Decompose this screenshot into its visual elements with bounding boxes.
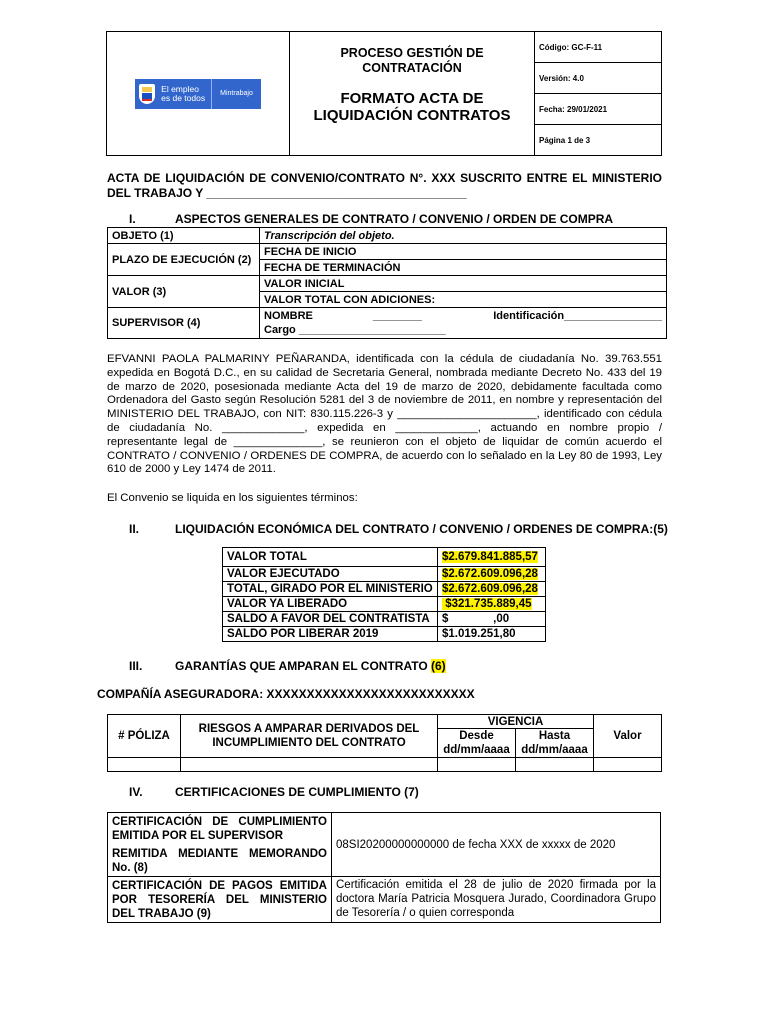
liquidation-amount: $ ,00 bbox=[442, 613, 510, 625]
liquidation-label: VALOR TOTAL bbox=[223, 548, 438, 567]
doc-code: Código: GC-F-11 bbox=[535, 32, 662, 63]
liquidation-value bbox=[438, 582, 546, 597]
objeto-label: OBJETO (1) bbox=[108, 228, 260, 244]
col-desde: Desde dd/mm/aaaa bbox=[438, 729, 516, 758]
aseguradora: COMPAÑÍA ASEGURADORA: XXXXXXXXXXXXXXXXXXXXXXXXXX bbox=[97, 687, 475, 701]
section-1-title: ASPECTOS GENERALES DE CONTRATO / CONVENIO / ORDEN DE COMPRA bbox=[175, 212, 614, 226]
liquidation-amount: $321.735.889,45 bbox=[442, 598, 532, 610]
document-header bbox=[106, 31, 662, 156]
section-3-title-ref: (6) bbox=[431, 659, 446, 673]
liquidation-amount: $2.679.841.885,57 bbox=[442, 551, 538, 563]
supervisor-label: SUPERVISOR (4) bbox=[108, 308, 260, 339]
format-title: FORMATO ACTA DE LIQUIDACIÓN CONTRATOS bbox=[313, 90, 511, 124]
economic-liquidation-table bbox=[222, 547, 546, 642]
cargo-label: Cargo ________________________ bbox=[264, 324, 446, 336]
cert-supervisor-label-a: CERTIFICACIÓN DE CUMPLIMIENTO EMITIDA POR EL SUPERVISOR bbox=[112, 815, 327, 842]
liquidation-amount: $2.672.609.096,28 bbox=[442, 583, 538, 595]
liquidation-value bbox=[438, 612, 546, 627]
section-4-number: IV. bbox=[129, 785, 143, 799]
section-2-title: LIQUIDACIÓN ECONÓMICA DEL CONTRATO / CONVENIO / ORDENES DE COMPRA:(5) bbox=[175, 522, 668, 536]
valor-total-adiciones: VALOR TOTAL CON ADICIONES: bbox=[260, 292, 667, 308]
coat-of-arms-icon bbox=[139, 84, 155, 104]
liquidation-row bbox=[223, 548, 546, 567]
intro-paragraph: EFVANNI PAOLA PALMARINY PEÑARANDA, identificada con la cédula de ciudadanía No. 39.763.551 expedida en Bogotá D.C., en su calidad de Secretaria General, nombrada mediante Decreto No. 433 del 19 de marzo de 2020, posesionada mediante Acta del 19 de marzo de 2020, debidamente facultada como Ordenadora del Gasto según Resolución 5281 del 3 de noviembre de 2011, en nombre y representación del MINISTERIO DEL TRABAJO, con NIT: 830.115.226-3 y ______________________, identificado con cédula de ciudadanía No. _____________, expedida en _____________, actuando en nombre propio / representante legal de ______________, se reunieron con el objeto de liquidar de común acuerdo el CONTRATO / CONVENIO / ORDENES DE COMPRA, de acuerdo con lo señalado en la Ley 80 de 1993, Ley 610 de 2000 y Ley 1474 de 2011. bbox=[107, 353, 662, 476]
section-3-title-text: GARANTÍAS QUE AMPARAN EL CONTRATO bbox=[175, 659, 432, 673]
liquidation-row bbox=[223, 627, 546, 642]
col-vigencia: VIGENCIA bbox=[438, 715, 594, 729]
liquidation-value bbox=[438, 548, 546, 567]
mintrabajo-logo bbox=[135, 79, 261, 109]
fecha-inicio: FECHA DE INICIO bbox=[260, 244, 667, 260]
liquidation-value bbox=[438, 597, 546, 612]
liquidation-label: VALOR EJECUTADO bbox=[223, 567, 438, 582]
cert-pagos-label: CERTIFICACIÓN DE PAGOS EMITIDA POR TESORERÍA DEL MINISTERIO DEL TRABAJO (9) bbox=[108, 877, 332, 923]
liquidation-label: SALDO POR LIBERAR 2019 bbox=[223, 627, 438, 642]
section-1-number: I. bbox=[129, 212, 136, 226]
fecha-terminacion: FECHA DE TERMINACIÓN bbox=[260, 260, 667, 276]
liquidation-label: VALOR YA LIBERADO bbox=[223, 597, 438, 612]
compliance-table bbox=[107, 812, 661, 923]
objeto-value: Transcripción del objeto. bbox=[260, 228, 667, 244]
logo-brand: Mintrabajo bbox=[220, 90, 253, 97]
supervisor-details bbox=[260, 308, 667, 339]
liquidation-row bbox=[223, 612, 546, 627]
col-riesgos: RIESGOS A AMPARAR DERIVADOS DEL INCUMPLIMIENTO DEL CONTRATO bbox=[181, 715, 438, 758]
col-poliza: # PÓLIZA bbox=[108, 715, 181, 758]
col-valor: Valor bbox=[594, 715, 662, 758]
nombre-label: NOMBRE bbox=[264, 310, 313, 322]
col-hasta: Hasta dd/mm/aaaa bbox=[516, 729, 594, 758]
guarantees-table bbox=[107, 714, 662, 772]
liquidation-label: TOTAL, GIRADO POR EL MINISTERIO bbox=[223, 582, 438, 597]
cert-supervisor-value: 08SI20200000000000 de fecha XXX de xxxxx de 2020 bbox=[332, 813, 661, 877]
general-aspects-table bbox=[107, 227, 667, 339]
liquidation-amount: $2.672.609.096,28 bbox=[442, 568, 538, 580]
section-3-number: III. bbox=[129, 659, 143, 673]
plazo-label: PLAZO DE EJECUCIÓN (2) bbox=[108, 244, 260, 276]
liquidation-row bbox=[223, 582, 546, 597]
liquidation-value bbox=[438, 567, 546, 582]
liquidation-label: SALDO A FAVOR DEL CONTRATISTA bbox=[223, 612, 438, 627]
doc-page: Página 1 de 3 bbox=[535, 125, 662, 156]
liquidation-row bbox=[223, 567, 546, 582]
logo-cell bbox=[107, 32, 290, 156]
guarantee-empty-row bbox=[108, 758, 662, 772]
doc-date: Fecha: 29/01/2021 bbox=[535, 94, 662, 125]
cert-pagos-value: Certificación emitida el 28 de julio de 2020 firmada por la doctora María Patricia Mosquera Jurado, Coordinadora Grupo de Tesorería / o quien corresponda bbox=[332, 877, 661, 923]
act-title: ACTA DE LIQUIDACIÓN DE CONVENIO/CONTRATO N°. XXX SUSCRITO ENTRE EL MINISTERIO DEL TRABAJO Y _______________________________________ bbox=[107, 171, 662, 200]
valor-label: VALOR (3) bbox=[108, 276, 260, 308]
doc-version: Versión: 4.0 bbox=[535, 63, 662, 94]
identificacion-label: Identificación________________ bbox=[493, 310, 662, 322]
cert-supervisor-label bbox=[108, 813, 332, 877]
process-title: PROCESO GESTIÓN DE CONTRATACIÓN bbox=[340, 46, 484, 75]
section-3-title bbox=[175, 659, 446, 673]
cert-supervisor-label-b: REMITIDA MEDIANTE MEMORANDO No. (8) bbox=[112, 847, 327, 874]
terms-paragraph: El Convenio se liquida en los siguientes términos: bbox=[107, 492, 358, 504]
liquidation-row bbox=[223, 597, 546, 612]
valor-inicial: VALOR INICIAL bbox=[260, 276, 667, 292]
nombre-blank: ________ bbox=[372, 310, 422, 322]
section-4-title: CERTIFICACIONES DE CUMPLIMIENTO (7) bbox=[175, 785, 419, 799]
liquidation-amount: $1.019.251,80 bbox=[442, 628, 516, 640]
section-2-number: II. bbox=[129, 522, 140, 536]
logo-text: El empleo es de todos bbox=[161, 83, 206, 103]
title-cell bbox=[290, 32, 535, 156]
liquidation-value bbox=[438, 627, 546, 642]
